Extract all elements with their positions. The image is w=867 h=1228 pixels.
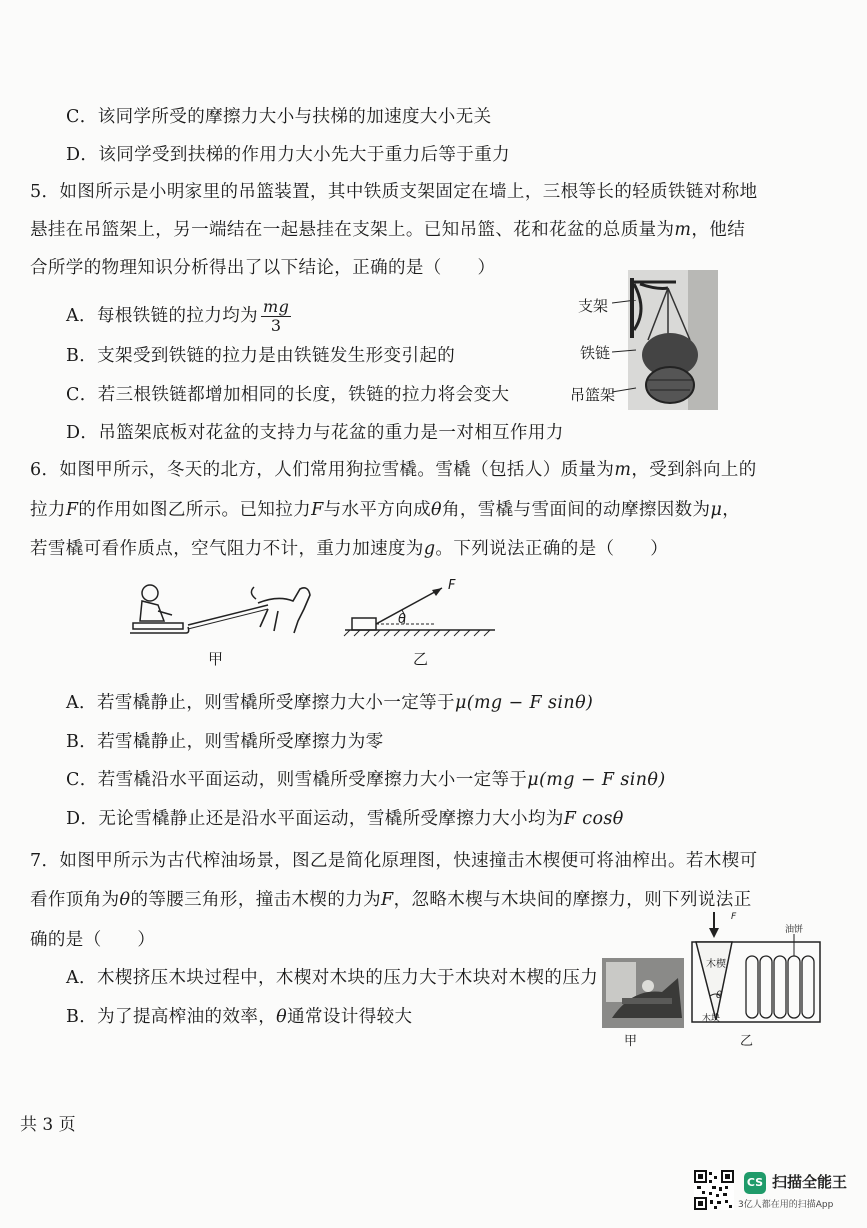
angle-label-theta: θ (398, 612, 406, 627)
q7-option-a: A．木楔挤压木块过程中，木楔对木块的压力大于木块对木楔的压力 (66, 968, 599, 988)
q7-stem-line1: 7．如图甲所示为古代榨油场景，图乙是简化原理图，快速撞击木楔便可将油榨出。若木楔可 (30, 851, 758, 871)
q5-option-a: A．每根铁链的拉力均为 $\frac{mg}{3}$ (66, 297, 290, 335)
q6-option-b: B．若雪橇静止，则雪橇所受摩擦力为零 (66, 732, 384, 752)
camscanner-tagline: 3亿人都在用的扫描App (738, 1200, 834, 1210)
force-label-f: F (448, 578, 456, 593)
q6-option-c: C．若雪橇沿水平面运动，则雪橇所受摩擦力大小一定等于μ(mg − F sinθ) (66, 770, 666, 790)
q6-option-a: A．若雪橇静止，则雪橇所受摩擦力大小一定等于μ(mg − F sinθ) (66, 693, 594, 713)
oil-press-photo (602, 958, 684, 1028)
q7-stem-line2: 看作顶角为θ的等腰三角形，撞击木楔的力为F，忽略木楔与木块间的摩擦力，则下列说法正 (30, 890, 752, 910)
q6-stem-line1: 6．如图甲所示，冬天的北方，人们常用狗拉雪橇。雪橇（包括人）质量为m，受到斜向上的 (30, 460, 757, 480)
q4-option-d: D．该同学受到扶梯的作用力大小先大于重力后等于重力 (66, 145, 511, 165)
label-leader-lines (612, 300, 642, 400)
fig-yi-label: 乙 (413, 650, 429, 668)
q5-option-b: B．支架受到铁链的拉力是由铁链发生形变引起的 (66, 346, 456, 366)
label-bracket: 支架 (578, 297, 609, 315)
q6-stem-line2: 拉力F的作用如图乙所示。已知拉力F与水平方向成θ角，雪橇与雪面间的动摩擦因数为μ， (30, 500, 741, 520)
q5-stem-line2: 悬挂在吊篮架上，另一端结在一起悬挂在支架上。已知吊篮、花和花盆的总质量为m，他结 (30, 220, 746, 240)
page-count-footer: 共 3 页 (20, 1115, 76, 1135)
fraction-mg-over-3: $\frac{mg}{3}$ (263, 297, 290, 335)
q5-option-c: C．若三根铁链都增加相同的长度，铁链的拉力将会变大 (66, 385, 510, 405)
label-chain: 铁链 (580, 344, 611, 362)
q6-option-d: D．无论雪橇静止还是沿水平面运动，雪橇所受摩擦力大小均为F cosθ (66, 809, 624, 829)
fig7-jia-label: 甲 (624, 1034, 638, 1049)
fig7-block-label: 木块 (702, 1014, 721, 1024)
q5-option-d: D．吊篮架底板对花盆的支持力与花盆的重力是一对相互作用力 (66, 423, 564, 443)
label-basket-frame: 吊篮架 (570, 386, 616, 404)
camscanner-logo: CS (744, 1172, 766, 1194)
q4-option-c: C．该同学所受的摩擦力大小与扶梯的加速度大小无关 (66, 107, 492, 127)
dog-sled-figure (128, 575, 318, 645)
q6-stem-line3: 若雪橇可看作质点，空气阻力不计，重力加速度为g。下列说法正确的是（ ） (30, 539, 669, 559)
force-diagram (340, 578, 500, 638)
q5-stem-line1: 5．如图所示是小明家里的吊篮装置，其中铁质支架固定在墙上，三根等长的轻质铁链对称地 (30, 182, 758, 202)
fig7-wedge-label: 木楔 (706, 959, 726, 970)
q7-option-b: B．为了提高榨油的效率，θ通常设计得较大 (66, 1007, 413, 1027)
qr-code-icon (694, 1170, 734, 1210)
fig7-force-f: F (731, 912, 737, 922)
fig-jia-label: 甲 (208, 650, 224, 668)
fig7-oil-label: 油饼 (785, 925, 804, 935)
fig7-yi-label: 乙 (740, 1034, 754, 1049)
fig7-theta-label: θ (716, 990, 723, 1001)
camscanner-name: 扫描全能王 (772, 1173, 848, 1191)
q7-stem-line3: 确的是（ ） (30, 930, 156, 950)
q5-stem-line3: 合所学的物理知识分析得出了以下结论，正确的是（ ） (30, 258, 496, 278)
